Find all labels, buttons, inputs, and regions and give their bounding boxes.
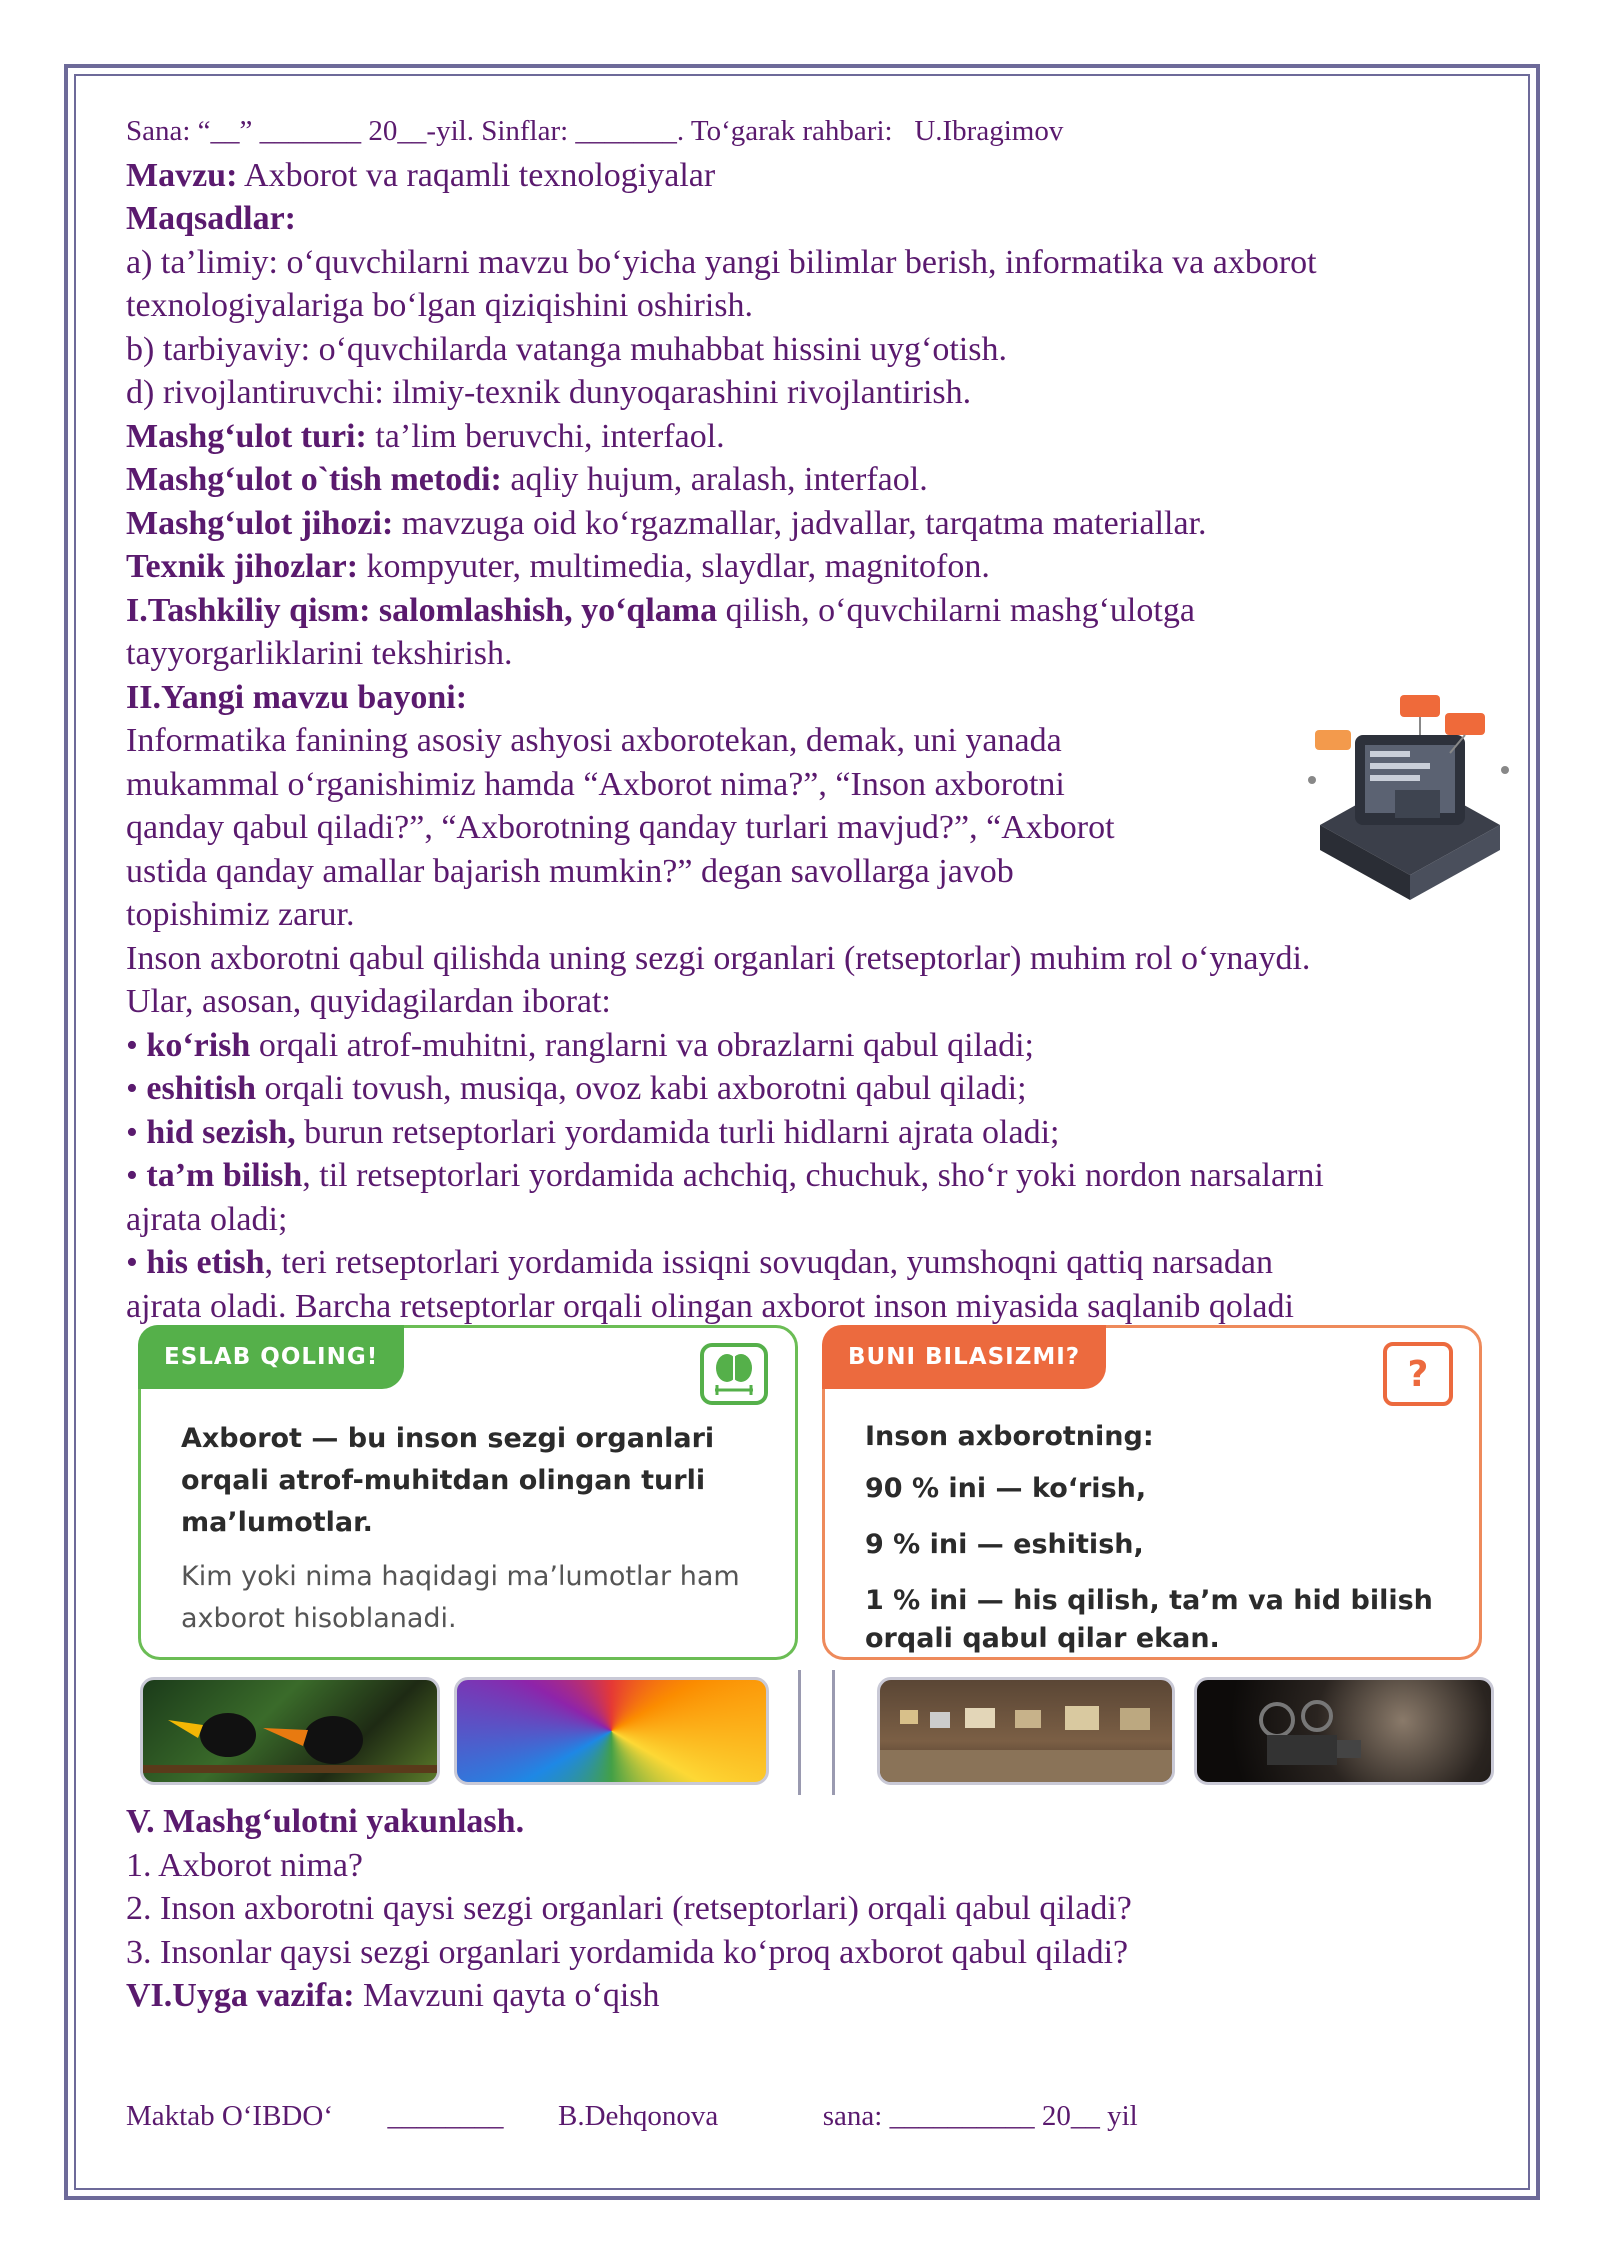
- footer-name: B.Dehqonova: [557, 2100, 719, 2132]
- question-item: 3. Insonlar qaysi sezgi organlari yordamida ko‘proq axborot qabul qiladi?: [126, 1933, 1129, 1971]
- tashkiliy-label: I.Tashkiliy qism: salomlashish, yo‘qlama: [126, 591, 718, 629]
- uyga-line: [126, 1974, 1496, 2018]
- rainbow-swirl-photo: [454, 1677, 769, 1785]
- buni-bilasizmi-tab: BUNI BILASIZMI?: [822, 1325, 1106, 1389]
- bullet-term: eshitish: [146, 1070, 256, 1107]
- eslab-qoling-box: [138, 1325, 798, 1660]
- bullet-term: his etish: [146, 1244, 265, 1281]
- uyga-text: Mavzuni qayta o‘qish: [354, 1977, 660, 2014]
- jihozi-text: mavzuga oid ko‘rgazmallar, jadvallar, tarqatma materiallar.: [393, 504, 1207, 542]
- projector-photo: [1194, 1677, 1494, 1785]
- metodi-label: Mashg‘ulot o`tish metodi:: [126, 461, 502, 498]
- definition-line: Axborot — bu inson sezgi organlari: [181, 1423, 715, 1454]
- lesson-plan-end: [126, 1800, 1496, 2018]
- header-line: [126, 110, 1496, 154]
- yangi-label: II.Yangi mavzu bayoni:: [126, 678, 468, 716]
- bullet-term: hid sezish,: [146, 1113, 296, 1151]
- footer: [126, 2100, 1138, 2133]
- footer-sana: sana: __________ 20__ yil: [822, 2100, 1138, 2132]
- mavzu-text: Axborot va raqamli texnologiyalar: [237, 156, 716, 194]
- maqsad-b: b) tarbiyaviy: o‘quvchilarda vatanga muhabbat hissini uyg‘otish.: [126, 330, 1007, 368]
- eslab-qoling-tab: ESLAB QOLING!: [138, 1325, 404, 1389]
- fact-line: 90 % ini — ko‘rish,: [865, 1473, 1147, 1504]
- gallery-photo: [877, 1677, 1175, 1785]
- mavzu-label: Mavzu:: [126, 156, 238, 194]
- bullet-continuation: ajrata oladi. Barcha retseptorlar orqali olingan axborot inson miyasida saqlanib qoladi: [126, 1287, 1294, 1325]
- intro-line: Informatika fanining asosiy ashyosi axborotekan, demak, uni yanada: [126, 722, 1062, 759]
- footer-blank: ________: [387, 2100, 504, 2132]
- footer-maktab: Maktab O‘IBDO‘: [126, 2100, 333, 2132]
- computer-illustration-icon: [1300, 675, 1515, 920]
- yangi-line: [126, 676, 1496, 720]
- tashkiliy-line2: tayyorgarliklarini tekshirish.: [126, 635, 513, 672]
- fact-line: 9 % ini — eshitish,: [865, 1529, 1144, 1560]
- texnik-line: [126, 545, 1496, 589]
- note-line: Kim yoki nima haqidagi ma’lumotlar ham: [181, 1561, 740, 1592]
- maqsad-d: d) rivojlantiruvchi: ilmiy-texnik dunyoqarashini rivojlantirish.: [126, 374, 972, 411]
- yakun-label: V. Mashg‘ulotni yakunlash.: [126, 1803, 525, 1840]
- fact-line: Inson axborotning:: [865, 1421, 1154, 1452]
- buni-bilasizmi-text: [865, 1418, 1449, 1658]
- texnik-label: Texnik jihozlar:: [126, 548, 359, 585]
- lesson-plan: [126, 110, 1496, 1328]
- toucan-photo: [140, 1677, 440, 1785]
- inson-line: Ular, asosan, quyidagilardan iborat:: [126, 983, 611, 1020]
- intro-line: topishimiz zarur.: [126, 896, 355, 933]
- header-teacher: U.Ibragimov: [914, 115, 1064, 147]
- note-line: axborot hisoblanadi.: [181, 1603, 457, 1634]
- intro-line: qanday qabul qiladi?”, “Axborotning qanday turlari mavjud?”, “Axborot: [126, 809, 1115, 846]
- mavzu-line: [126, 154, 1496, 198]
- yakun-line: [126, 1800, 1496, 1844]
- maqsad-a-line1: a) ta’limiy: o‘quvchilarni mavzu bo‘yicha yangi bilimlar berish, informatika va axborot: [126, 243, 1317, 281]
- texnik-text: kompyuter, multimedia, slaydlar, magnitofon.: [358, 548, 990, 585]
- header-date-class: Sana: “__” _______ 20__-yil. Sinflar: _______. To‘garak rahbari:: [126, 115, 893, 147]
- maqsadlar-label: Maqsadlar:: [126, 200, 296, 237]
- intro-line: mukammal o‘rganishimiz hamda “Axborot nima?”, “Inson axborotni: [126, 765, 1065, 803]
- jihozi-label: Mashg‘ulot jihozi:: [126, 504, 394, 542]
- bullet-term: ta’m bilish: [146, 1157, 303, 1194]
- turi-text: ta’lim beruvchi, interfaol.: [366, 417, 725, 455]
- intro-line: ustida qanday amallar bajarish mumkin?” degan savollarga javob: [126, 852, 1014, 890]
- tashkiliy-text: qilish, o‘quvchilarni mashg‘ulotga: [717, 591, 1195, 629]
- divider: [832, 1670, 835, 1795]
- bullet-item: • eshitish orqali tovush, musiqa, ovoz kabi axborotni qabul qiladi;: [126, 1070, 1027, 1107]
- fact-line: 1 % ini — his qilish, ta’m va hid bilish: [865, 1585, 1433, 1616]
- buni-bilasizmi-box: [822, 1325, 1482, 1660]
- uyga-label: VI.Uyga vazifa:: [126, 1977, 355, 2014]
- question-icon: ?: [1383, 1342, 1453, 1406]
- maqsadlar-label-line: [126, 197, 1496, 241]
- bullet-term: ko‘rish: [146, 1026, 251, 1064]
- definition-line: ma’lumotlar.: [181, 1507, 373, 1538]
- inson-line: Inson axborotni qabul qilishda uning sezgi organlari (retseptorlar) muhim rol o‘ynaydi.: [126, 939, 1311, 977]
- definition-line: orqali atrof-muhitdan olingan turli: [181, 1465, 706, 1496]
- eslab-qoling-text: [181, 1418, 765, 1640]
- question-item: 2. Inson axborotni qaysi sezgi organlari (retseptorlari) orqali qabul qiladi?: [126, 1890, 1132, 1927]
- bullet-item: • hid sezish, burun retseptorlari yordamida turli hidlarni ajrata oladi;: [126, 1113, 1060, 1151]
- fact-line: orqali qabul qilar ekan.: [865, 1623, 1220, 1654]
- divider: [798, 1670, 801, 1795]
- bullet-item: • ta’m bilish, til retseptorlari yordamida achchiq, chuchuk, sho‘r yoki nordon narsalarni: [126, 1157, 1324, 1194]
- bullet-continuation: ajrata oladi;: [126, 1200, 288, 1238]
- question-item: 1. Axborot nima?: [126, 1846, 364, 1884]
- tashkiliy-line: [126, 589, 1496, 633]
- turi-line: [126, 415, 1496, 459]
- bullet-item: • ko‘rish orqali atrof-muhitni, ranglarni va obrazlarni qabul qiladi;: [126, 1026, 1034, 1064]
- jihozi-line: [126, 502, 1496, 546]
- turi-label: Mashg‘ulot turi:: [126, 417, 367, 455]
- metodi-text: aqliy hujum, aralash, interfaol.: [501, 461, 928, 498]
- metodi-line: [126, 458, 1496, 502]
- maqsad-a-line2: texnologiyalariga bo‘lgan qiziqishini oshirish.: [126, 287, 754, 324]
- brain-icon: [699, 1342, 769, 1406]
- info-boxes: [132, 1325, 1507, 1805]
- bullet-item: • his etish, teri retseptorlari yordamida issiqni sovuqdan, yumshoqni qattiq narsadan: [126, 1244, 1273, 1281]
